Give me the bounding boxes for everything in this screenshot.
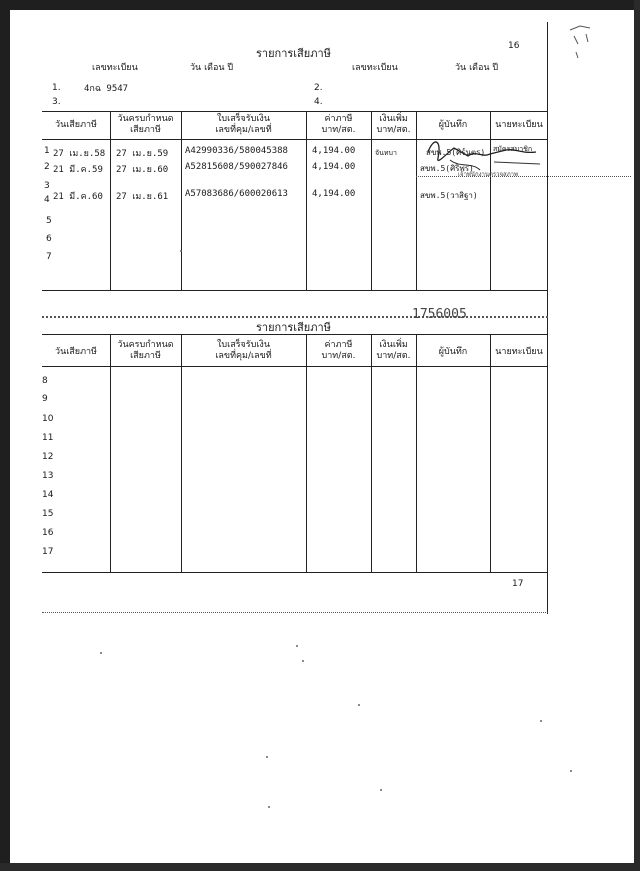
cell-tax: 4,194.00 (312, 162, 356, 172)
col-header-receipt (181, 114, 306, 136)
table2-col-line (371, 334, 372, 573)
section-title-top: รายการเสียภาษี (256, 47, 331, 60)
table1-col-line (371, 111, 372, 291)
row-number: 5 (46, 216, 52, 226)
cell-recorder: สขพ.5(ศิริพร) (420, 164, 474, 173)
window-frame-top (0, 0, 640, 10)
cell-recorder: สขพ.5(ศิร์นตร) (426, 148, 486, 157)
stamp-digits: 1756005 (412, 307, 467, 322)
entry-number: 1. (52, 83, 61, 93)
window-frame-right (634, 0, 640, 871)
cell-pay-date: 21 มี.ค.60 (53, 192, 103, 202)
table1-col-line (416, 111, 417, 291)
col-header-extra (371, 114, 416, 136)
scan-speck (570, 770, 572, 772)
entry-number: 3. (52, 97, 61, 107)
scan-speck (358, 704, 360, 706)
table2-bottom-border (42, 572, 548, 573)
table2-header-border (42, 366, 548, 367)
row-number: 14 (42, 490, 54, 500)
row-number: 15 (42, 509, 54, 519)
col-header-registrar: นายทะเบียน (495, 347, 543, 357)
col-header-extra-line2: บาท/สต. (376, 125, 411, 135)
scan-dotted-line (416, 176, 631, 177)
table2-col-line (490, 334, 491, 573)
row-number: 13 (42, 471, 54, 481)
table1-bottom-border (42, 290, 548, 291)
col-header-due-date-line1: วันครบกำหนด (117, 114, 174, 124)
table2-col-line (110, 334, 111, 573)
row-number: 11 (42, 433, 54, 443)
col-header-receipt-line2: เลขที่คุม/เลขที่ (215, 351, 272, 361)
cell-due-date: 27 เม.ย.60 (116, 165, 169, 175)
col-header-tax-line2: บาท/สต. (321, 351, 356, 361)
col-header-extra-line2: บาท/สต. (376, 351, 411, 361)
scan-speck (302, 660, 304, 662)
cell-due-date: 27 เม.ย.61 (116, 192, 169, 202)
cell-recorder: สขพ.5(วาสิฐา) (420, 191, 478, 200)
section-title-bottom: รายการเสียภาษี (256, 321, 331, 334)
row-number: 6 (46, 234, 52, 244)
page-number-bottom: 17 (512, 579, 524, 589)
col-header-receipt-line1: ใบเสร็จรับเงิน (217, 114, 270, 124)
row-number: 7 (46, 252, 52, 262)
row-number: 9 (42, 394, 48, 404)
header-date: วัน เดือน ปี (190, 63, 234, 73)
window-frame-left (0, 0, 10, 871)
col-header-registrar: นายทะเบียน (495, 120, 543, 130)
col-header-due-date (110, 114, 181, 136)
scan-speck (266, 756, 268, 758)
table2-top-border (42, 334, 548, 335)
col-header-pay-date: วันเสียภาษี (55, 120, 97, 130)
row-number: 12 (42, 452, 54, 462)
page-number-top: 16 (508, 41, 520, 51)
col-header-receipt (181, 340, 306, 362)
entry-number: 2. (314, 83, 323, 93)
table2-col-line (416, 334, 417, 573)
cell-pay-date: 27 เม.ย.58 (53, 149, 106, 159)
signature-scribble-icon (420, 132, 550, 180)
scan-bottom-edge (42, 612, 548, 613)
col-header-tax (306, 340, 371, 362)
cell-tax: 4,194.00 (312, 189, 356, 199)
col-header-due-date-line2: เสียภาษี (130, 351, 161, 361)
table2-col-line (181, 334, 182, 573)
row-number: 3 (44, 181, 50, 191)
registrar-note: สมัครสมาชิก (493, 145, 533, 153)
entry-plate-value: 4กฉ 9547 (84, 84, 129, 94)
scan-speck (268, 806, 270, 808)
col-header-pay-date: วันเสียภาษี (55, 347, 97, 357)
entry-number: 4. (314, 97, 323, 107)
row-number: 1 (44, 146, 50, 156)
registrar-stamp-text: เจ้าพนักงานตรวจสภาพ (458, 171, 518, 178)
row-number: 8 (42, 376, 48, 386)
header-date-2: วัน เดือน ปี (455, 63, 499, 73)
col-header-tax-line1: ค่าภาษี (324, 340, 353, 350)
cell-receipt: A57083686/600020613 (185, 189, 288, 199)
corner-scribble-icon (566, 22, 596, 62)
col-header-tax-line1: ค่าภาษี (324, 114, 353, 124)
col-header-tax-line2: บาท/สต. (321, 125, 356, 135)
scan-speck (540, 720, 542, 722)
cell-due-date: 27 เม.ย.59 (116, 149, 169, 159)
col-header-receipt-line1: ใบเสร็จรับเงิน (217, 340, 270, 350)
col-header-extra (371, 340, 416, 362)
row-number: 17 (42, 547, 54, 557)
row-number: 10 (42, 414, 54, 424)
col-header-extra-line1: เงินเพิ่ม (379, 114, 408, 124)
col-header-extra-line1: เงินเพิ่ม (379, 340, 408, 350)
row-number: 16 (42, 528, 54, 538)
cell-pay-date: 21 มี.ค.59 (53, 165, 103, 175)
scan-speck (180, 250, 182, 252)
table1-col-line (181, 111, 182, 291)
col-header-recorder: ผู้บันทึก (438, 347, 468, 357)
row-number: 2 (44, 162, 50, 172)
row-number: 4 (44, 195, 50, 205)
col-header-due-date (110, 340, 181, 362)
table1-col-line (110, 111, 111, 291)
col-header-due-date-line2: เสียภาษี (130, 125, 161, 135)
separator-dashed-line (42, 316, 548, 318)
scan-speck (100, 652, 102, 654)
extra-note: จันทบา (375, 149, 397, 157)
table1-top-border (42, 111, 548, 112)
window-frame-bottom (0, 863, 640, 871)
cell-receipt: A52815608/590027846 (185, 162, 288, 172)
cell-receipt: A42990336/580045388 (185, 146, 288, 156)
header-reg-no: เลขทะเบียน (92, 63, 138, 73)
col-header-recorder: ผู้บันทึก (438, 120, 468, 130)
table2-col-line (306, 334, 307, 573)
col-header-due-date-line1: วันครบกำหนด (117, 340, 174, 350)
header-reg-no-2: เลขทะเบียน (352, 63, 398, 73)
cell-tax: 4,194.00 (312, 146, 356, 156)
table1-col-line (306, 111, 307, 291)
col-header-tax (306, 114, 371, 136)
scan-speck (380, 789, 382, 791)
col-header-receipt-line2: เลขที่คุม/เลขที่ (215, 125, 272, 135)
scan-speck (296, 645, 298, 647)
